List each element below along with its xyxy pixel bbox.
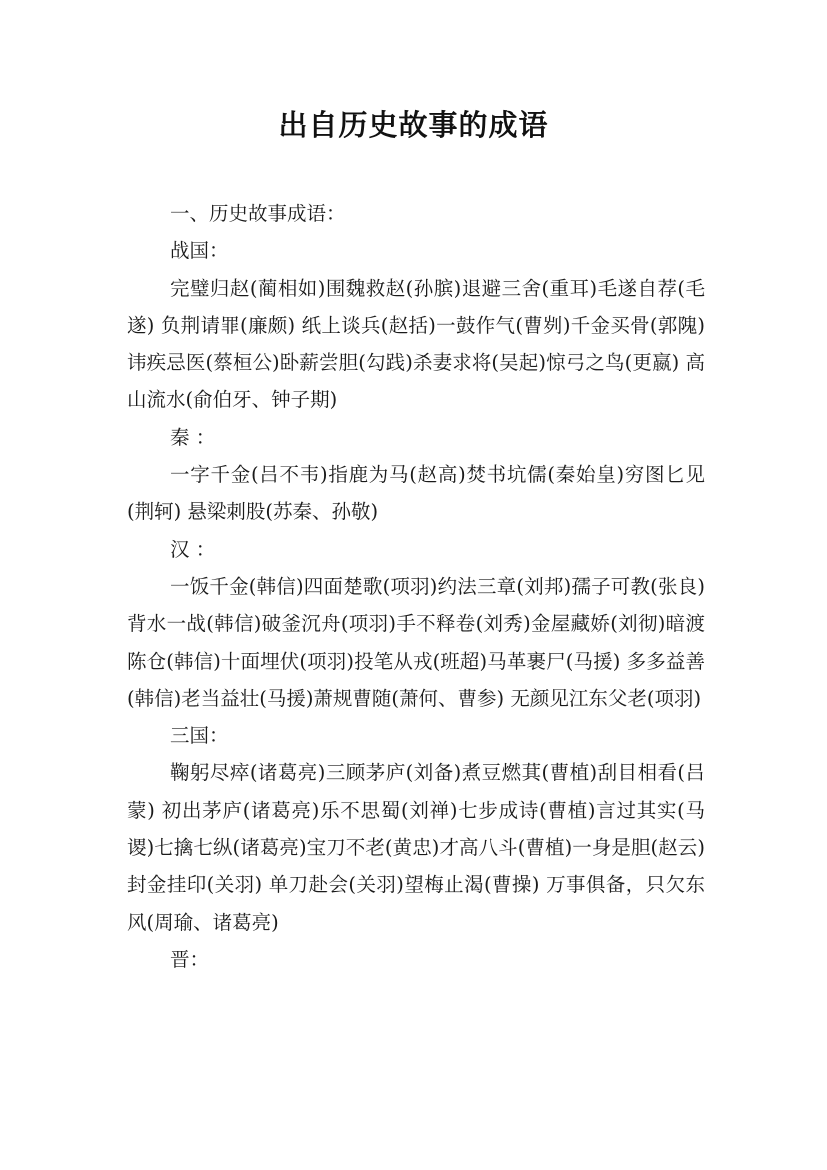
period-heading-warring-states: 战国：: [170, 239, 229, 263]
period-heading-han: 汉 ：: [170, 537, 216, 561]
section-heading: 一、历史故事成语：: [170, 202, 346, 225]
page-title: 出自历史故事的成语: [278, 108, 549, 142]
period-heading-jin: 晋：: [170, 947, 210, 971]
idiom-paragraph-warring-states: 完璧归赵(蔺相如)围魏救赵(孙膑)退避三舍(重耳)毛遂自荐(毛遂) 负荆请罪(廉颇) 纸上谈兵(赵括)一鼓作气(曹刿)千金买骨(郭隗)讳疾忌医(蔡桓公)卧薪尝胆(勾践)杀妻求将(吴起)惊弓之鸟(更嬴) 高山流水(俞伯牙、钟子期): [127, 276, 705, 412]
period-heading-three-kingdoms: 三国：: [170, 724, 229, 748]
idiom-paragraph-qin: 一字千金(吕不韦)指鹿为马(赵高)焚书坑儒(秦始皇)穷图匕见(荆轲) 悬梁刺股(苏秦、孙敬): [127, 463, 705, 524]
document-body: [127, 195, 705, 978]
period-heading-qin: 秦 ：: [170, 425, 216, 449]
idiom-paragraph-three-kingdoms: 鞠躬尽瘁(诸葛亮)三顾茅庐(刘备)煮豆燃萁(曹植)刮目相看(吕蒙) 初出茅庐(诸葛亮)乐不思蜀(刘禅)七步成诗(曹植)言过其实(马谡)七擒七纵(诸葛亮)宝刀不老(黄忠)才高八斗(曹植)一身是胆(赵云) 封金挂印(关羽) 单刀赴会(关羽)望梅止渴(曹操) 万事俱备，只欠东风(周瑜、诸葛亮): [127, 761, 705, 934]
idiom-paragraph-han: 一饭千金(韩信)四面楚歌(项羽)约法三章(刘邦)孺子可教(张良) 背水一战(韩信)破釜沉舟(项羽)手不释卷(刘秀)金屋藏娇(刘彻)暗渡陈仓(韩信)十面埋伏(项羽)投笔从戎(班超)马革裹尸(马援) 多多益善(韩信)老当益壮(马援)萧规曹随(萧何、曹参) 无颜见江东父老(项羽): [127, 574, 705, 710]
